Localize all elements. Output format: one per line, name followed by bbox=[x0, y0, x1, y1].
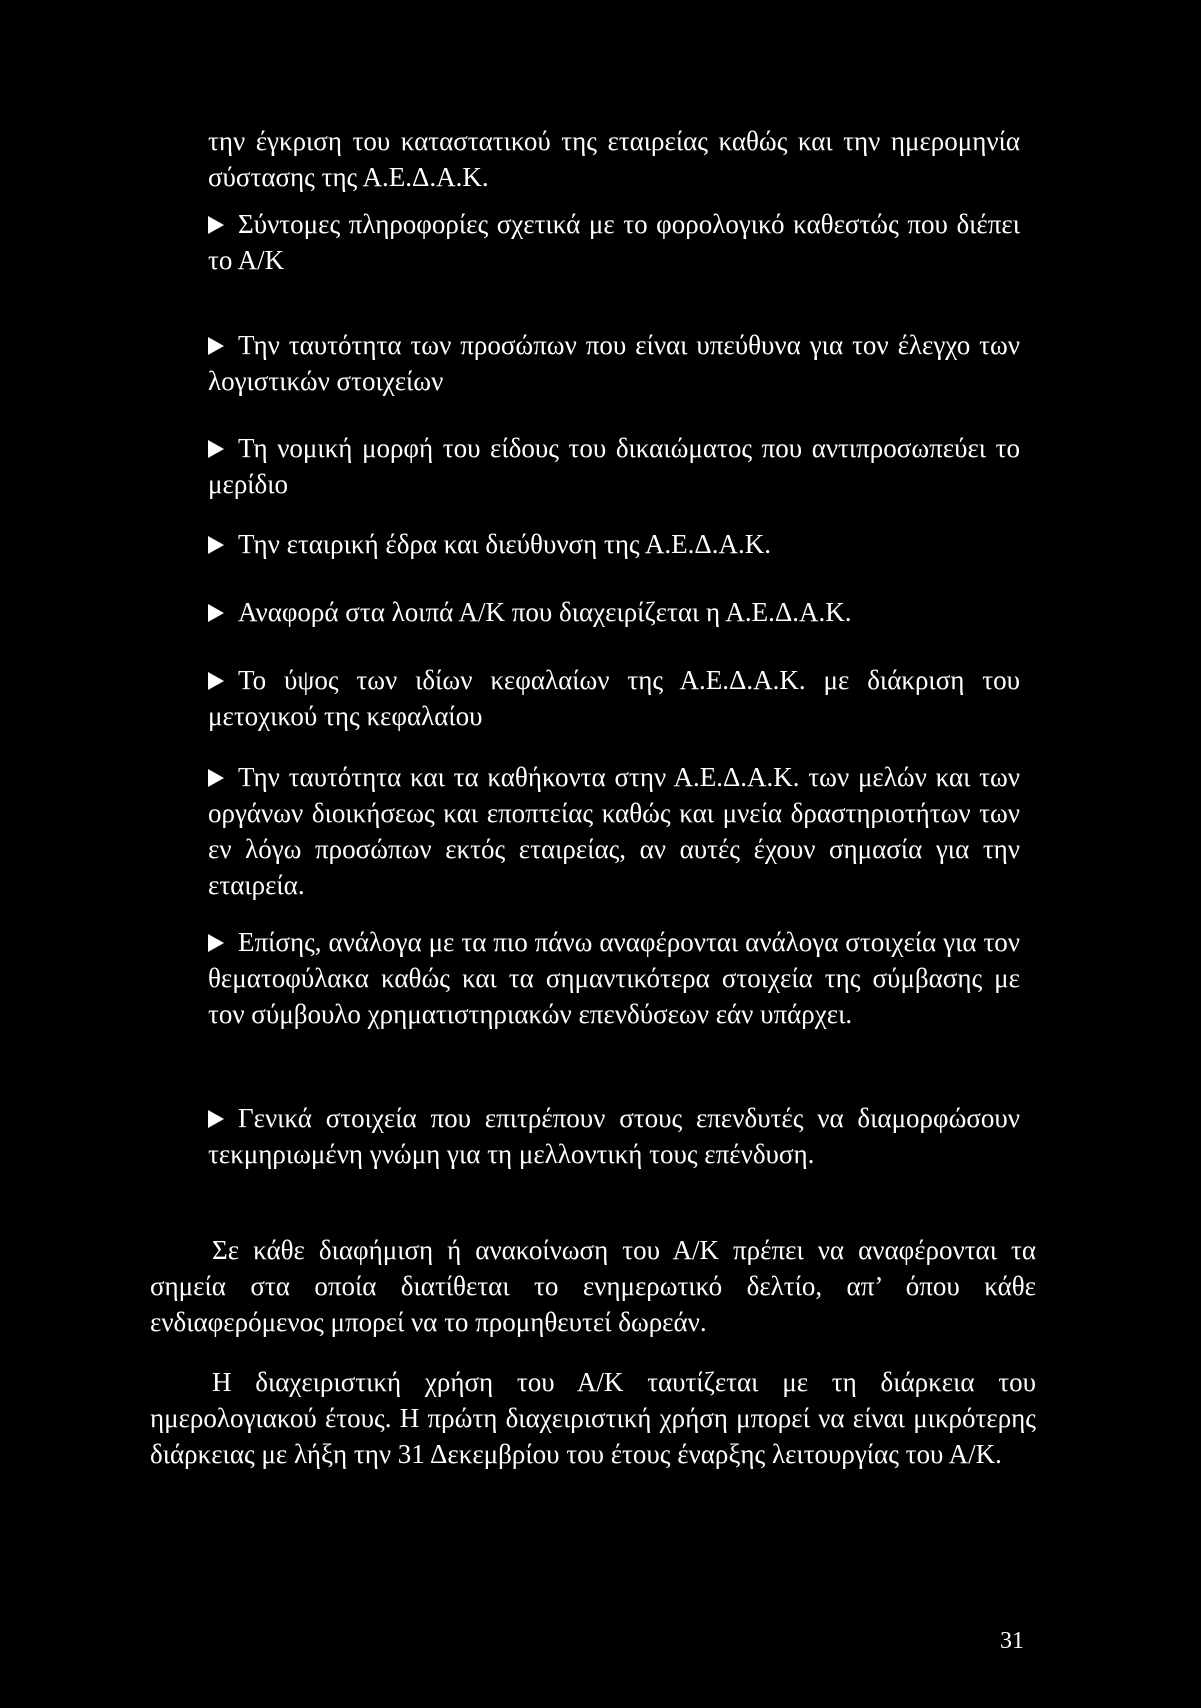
bullet-item-text: Γενικά στοιχεία που επιτρέπουν στους επενδυτές να διαμορφώσουν τεκμηριωμένη γνώμη για τη μελλοντική τους επένδυση. bbox=[208, 1103, 1020, 1169]
bullet-item-text: Επίσης, ανάλογα με τα πιο πάνω αναφέρονται ανάλογα στοιχεία για τον θεματοφύλακα καθώς και τα σημαντικότερα στοιχεία της σύμβασης με τον σύμβουλο χρηματιστηριακών επενδύσεων εάν υπάρχει. bbox=[208, 927, 1020, 1029]
right-pointing-triangle-icon bbox=[208, 769, 224, 787]
paragraph-text: Η διαχειριστική χρήση του Α/Κ ταυτίζεται με τη διάρκεια του ημερολογιακού έτους. Η πρώτη διαχειριστική χρήση μπορεί να είναι μικρότερης διάρκειας με λήξη την 31 Δεκεμβρίου του έτους έναρξης λειτουργίας του Α/Κ. bbox=[150, 1367, 1036, 1469]
bullet-item-10 bbox=[208, 1100, 1020, 1172]
bullet-item-text: Την ταυτότητα και τα καθήκοντα στην Α.Ε.Δ.Α.Κ. των μελών και των οργάνων διοικήσεως και εποπτείας καθώς και μνεία δραστηριοτήτων των εν λόγω προσώπων εκτός εταιρείας, αν αυτές έχουν σημασία για την εταιρεία. bbox=[208, 762, 1020, 900]
right-pointing-triangle-icon bbox=[208, 934, 224, 952]
bullet-item-text: Σύντομες πληροφορίες σχετικά με το φορολογικό καθεστώς που διέπει το Α/Κ bbox=[208, 209, 1020, 275]
right-pointing-triangle-icon bbox=[208, 337, 224, 355]
bullet-item-2 bbox=[208, 206, 1020, 278]
right-pointing-triangle-icon bbox=[208, 536, 224, 554]
bullet-item-text: Τη νομική μορφή του είδους του δικαιώματος που αντιπροσωπεύει το μερίδιο bbox=[208, 433, 1020, 499]
right-pointing-triangle-icon bbox=[208, 1110, 224, 1128]
bullet-item-4 bbox=[208, 430, 1020, 502]
bullet-item-6 bbox=[208, 594, 1020, 630]
right-pointing-triangle-icon bbox=[208, 440, 224, 458]
paragraph-text: Σε κάθε διαφήμιση ή ανακοίνωση του Α/Κ πρέπει να αναφέρονται τα σημεία στα οποία διατίθεται το ενημερωτικό δελτίο, απ’ όπου κάθε ενδιαφερόμενος μπορεί να το προμηθευτεί δωρεάν. bbox=[150, 1235, 1036, 1337]
bullet-item-9 bbox=[208, 924, 1020, 1032]
bullet-item-7 bbox=[208, 662, 1020, 734]
bullet-item-3 bbox=[208, 327, 1020, 399]
bullet-item-8 bbox=[208, 759, 1020, 903]
bullet-item-text: Το ύψος των ιδίων κεφαλαίων της Α.Ε.Δ.Α.Κ. με διάκριση του μετοχικού της κεφαλαίου bbox=[208, 665, 1020, 731]
paragraph-1 bbox=[208, 123, 1020, 195]
right-pointing-triangle-icon bbox=[208, 216, 224, 234]
right-pointing-triangle-icon bbox=[208, 672, 224, 690]
page-number: 31 bbox=[1000, 1628, 1024, 1654]
body-paragraph-1 bbox=[150, 1232, 1036, 1340]
bullet-item-text: Την ταυτότητα των προσώπων που είναι υπεύθυνα για τον έλεγχο των λογιστικών στοιχείων bbox=[208, 330, 1020, 396]
right-pointing-triangle-icon bbox=[208, 604, 224, 622]
bullet-item-5 bbox=[208, 526, 1020, 562]
bullet-item-text: Την εταιρική έδρα και διεύθυνση της Α.Ε.Δ.Α.Κ. bbox=[238, 529, 771, 559]
bullet-item-text: Αναφορά στα λοιπά Α/Κ που διαχειρίζεται η Α.Ε.Δ.Α.Κ. bbox=[238, 597, 852, 627]
body-paragraph-2 bbox=[150, 1364, 1036, 1472]
paragraph-text: την έγκριση του καταστατικού της εταιρείας καθώς και την ημερομηνία σύστασης της Α.Ε.Δ.Α.Κ. bbox=[208, 126, 1020, 192]
